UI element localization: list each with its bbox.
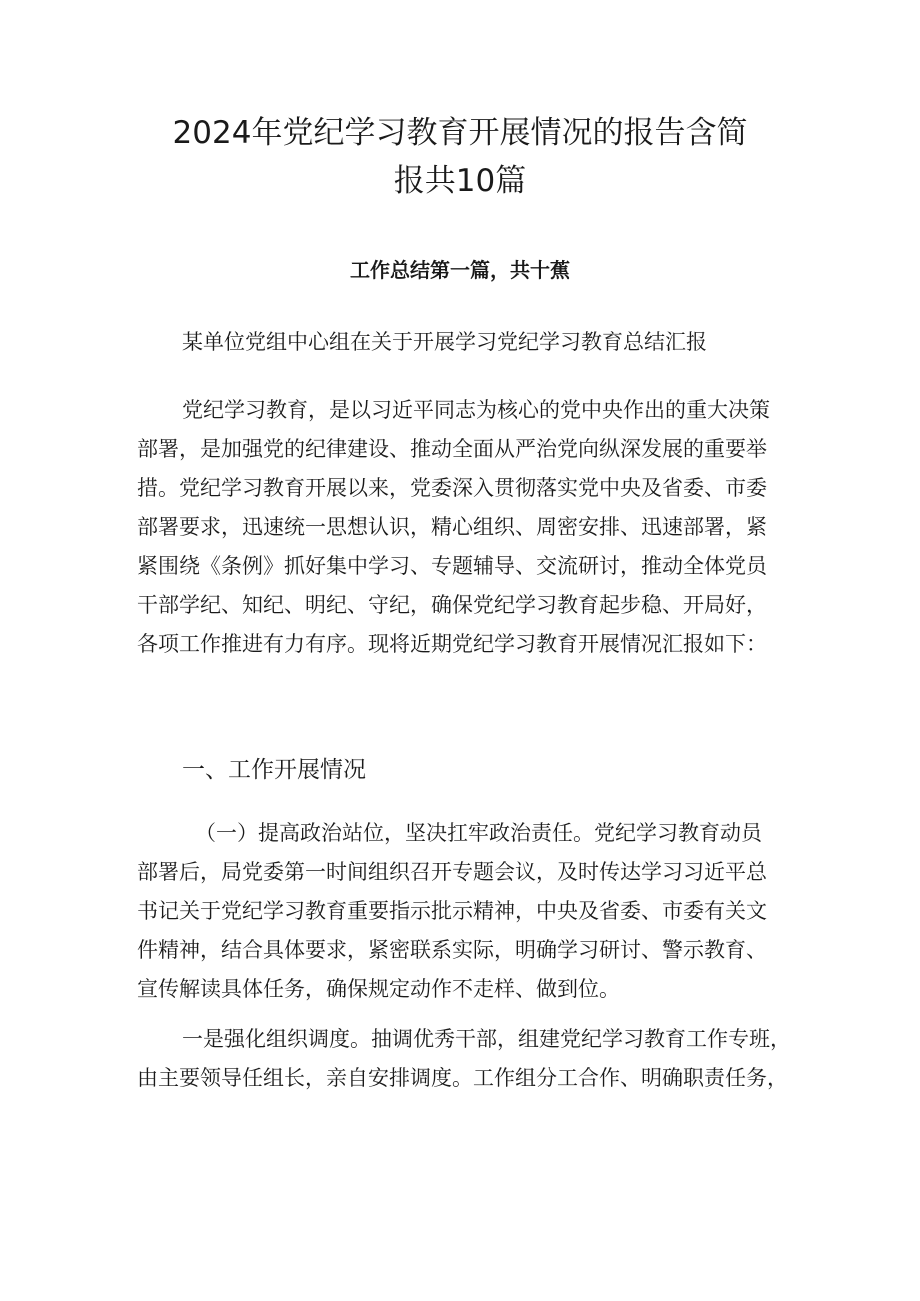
intro-line: 紧围绕《条例》抓好集中学习、专题辅导、交流研讨，推动全体党员 xyxy=(137,554,767,578)
intro-line: 措。党纪学习教育开展以来，党委深入贯彻落实党中央及省委、市委 xyxy=(137,476,767,500)
report-title: 某单位党组中心组在关于开展学习党纪学习教育总结汇报 xyxy=(182,330,707,354)
subsection-line: 件精神，结合具体要求，紧密联系实际，明确学习研讨、警示教育、 xyxy=(137,938,767,962)
intro-paragraph xyxy=(137,391,770,664)
point-paragraph xyxy=(137,1020,791,1098)
intro-line: 部署，是加强党的纪律建设、推动全面从严治党向纵深发展的重要举 xyxy=(137,437,767,461)
subsection-paragraph xyxy=(137,814,767,1009)
intro-line: 各项工作推进有力有序。现将近期党纪学习教育开展情况汇报如下： xyxy=(137,632,767,656)
subsection-line: 部署后，局党委第一时间组织召开专题会议，及时传达学习习近平总 xyxy=(137,860,767,884)
subsection-line: （一）提高政治站位，坚决扛牢政治责任。党纪学习教育动员 xyxy=(195,821,762,845)
document-title-line1: 2024年党纪学习教育开展情况的报告含简 xyxy=(172,115,748,151)
document-subtitle: 工作总结第一篇，共十蕉 xyxy=(350,258,570,282)
subsection-line: 宣传解读具体任务，确保规定动作不走样、做到位。 xyxy=(137,977,620,1001)
point-line: 由主要领导任组长，亲自安排调度。工作组分工合作、明确职责任务， xyxy=(137,1066,788,1090)
intro-line: 部署要求，迅速统一思想认识，精心组织、周密安排、迅速部署，紧 xyxy=(137,515,767,539)
section-heading: 一、工作开展情况 xyxy=(182,757,366,783)
intro-line: 干部学纪、知纪、明纪、守纪，确保党纪学习教育起步稳、开局好， xyxy=(137,593,767,617)
subsection-line: 书记关于党纪学习教育重要指示批示精神，中央及省委、市委有关文 xyxy=(137,899,767,923)
intro-line: 党纪学习教育，是以习近平同志为核心的党中央作出的重大决策 xyxy=(182,398,770,422)
point-line: 一是强化组织调度。抽调优秀干部，组建党纪学习教育工作专班， xyxy=(182,1027,791,1051)
document-title-line2: 报共10篇 xyxy=(393,163,527,199)
